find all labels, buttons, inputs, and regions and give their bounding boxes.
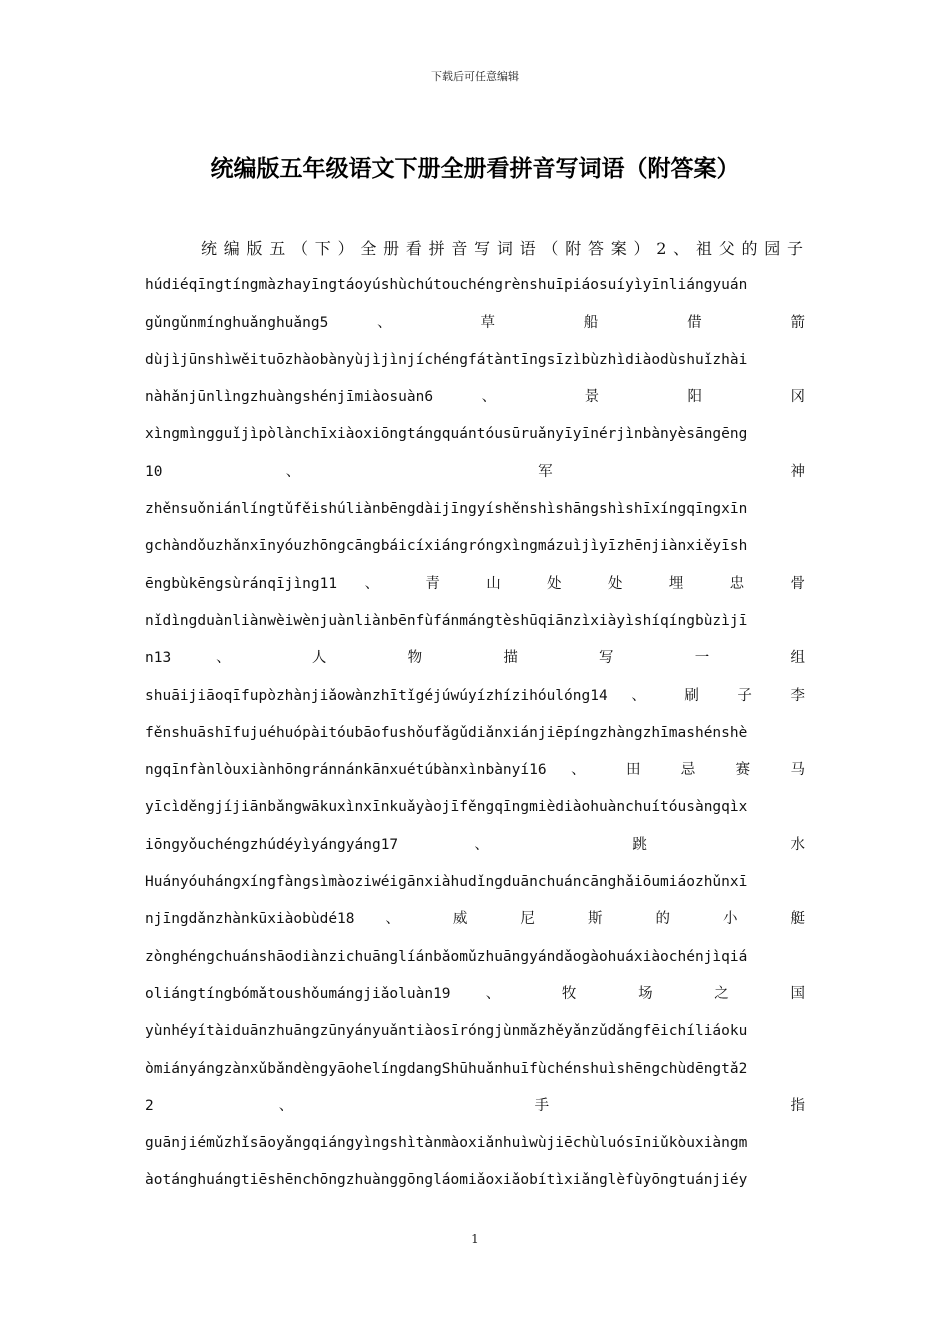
text-line: àotánghuángtiēshēnchōngzhuànggōngláomiǎoxiǎobítìxiǎnglèfùyōngtuánjiéy xyxy=(145,1172,748,1189)
text-line: ēngbùkēngsùránqījìng11 、 青 山 处 处 埋 忠 骨 xyxy=(145,575,805,592)
text-line: dùjìjūnshìwěituōzhàobànyùjìjìnjíchéngfátàntīngsīzìbùzhìdiàodùshuǐzhài xyxy=(145,351,748,368)
text-line: òmiányángzànxǔbǎndèngyāohelíngdangShūhuǎnhuīfùchénshuìshēngchùdēngtǎ2 xyxy=(145,1060,748,1077)
text-line: yīcìděngjíjiānbǎngwākuxìnxīnkuǎyàojīfěngqīngmièdiàohuànchuítóusàngqìx xyxy=(145,799,748,816)
text-line: 10 、 军 神 xyxy=(145,463,805,480)
document-title: 统编版五年级语文下册全册看拼音写词语（附答案） xyxy=(210,156,740,182)
text-line: iōngyǒuchéngzhúdéyìyángyáng17 、 跳 水 xyxy=(145,836,805,853)
text-line: zònghéngchuánshāodiànzichuānglíánbǎomǔzhuāngyándǎogàohuáxiàochénjìqiá xyxy=(145,948,748,965)
text-line: nǐdìngduànliànwèiwènjuànliànbēnfùfánmángtèshūqiānzìxiàyìshíqíngbùzìjī xyxy=(145,612,748,629)
text-line: Huányóuhángxíngfàngsìmàoziwéigānxiàhudǐngduānchuáncānghǎiōumiáozhǔnxī xyxy=(145,874,748,891)
text-line: n13 、 人 物 描 写 一 组 xyxy=(145,650,805,667)
text-line: gǔngǔnmínghuǎnghuǎng5 、 草 船 借 箭 xyxy=(145,314,805,331)
text-line: zhěnsuǒniánlíngtǔfěishúliànbēngdàijīngyíshěnshìshāngshìshīxíngqīngxīn xyxy=(145,501,748,518)
text-line: guānjiémǔzhǐsāoyǎngqiángyìngshìtànmàoxiǎnhuìwùjiēchùluósīniǔkòuxiàngm xyxy=(145,1135,748,1152)
text-line: shuāijiāoqīfupòzhànjiǎowànzhītǐgéjúwúyízhízihóulóng14 、 刷 子 李 xyxy=(145,687,805,704)
text-line: ngqīnfànlòuxiànhōngránnánkānxuétúbànxìnbànyí16 、 田 忌 赛 马 xyxy=(145,762,805,779)
page-number: 1 xyxy=(471,1232,479,1246)
text-line: húdiéqīngtíngmàzhayīngtáoyúshùchútouchéngrènshuīpiáosuíyìyīnliángyuán xyxy=(145,277,748,294)
text-line: gchàndǒuzhǎnxīnyóuzhōngcāngbáicíxiángróngxìngmázuìjìyīzhēnjiànxiěyīsh xyxy=(145,538,748,555)
text-line: nàhǎnjūnlìngzhuàngshénjīmiàosuàn6 、 景 阳 冈 xyxy=(145,389,805,406)
text-line: njīngdǎnzhànkūxiàobùdé18 、 威 尼 斯 的 小 艇 xyxy=(145,911,805,928)
text-line: yùnhéyítàiduānzhuāngzūnyányuǎntiàosīróngjùnmǎzhěyǎnzǔdǎngfēichíliáoku xyxy=(145,1023,748,1040)
header-note: 下载后可任意编辑 xyxy=(431,70,519,83)
text-line: 统编版五（下）全册看拼音写词语（附答案）2、祖父的园子 xyxy=(201,239,805,258)
text-line: xìngmìngguǐjìpòlànchīxiàoxiōngtángquántóusūruǎnyīyīnérjìnbànyèsāngēng xyxy=(145,426,748,443)
text-line: 2 、 手 指 xyxy=(145,1097,805,1114)
text-line: fěnshuāshīfujuéhuópàitóubāofushǒufǎgǔdiǎnxiánjiēpíngzhàngzhīmashénshè xyxy=(145,724,748,741)
text-line: oliángtíngbómǎtoushǒumángjiǎoluàn19 、 牧 场 之 国 xyxy=(145,985,805,1002)
body-text xyxy=(145,230,805,1200)
